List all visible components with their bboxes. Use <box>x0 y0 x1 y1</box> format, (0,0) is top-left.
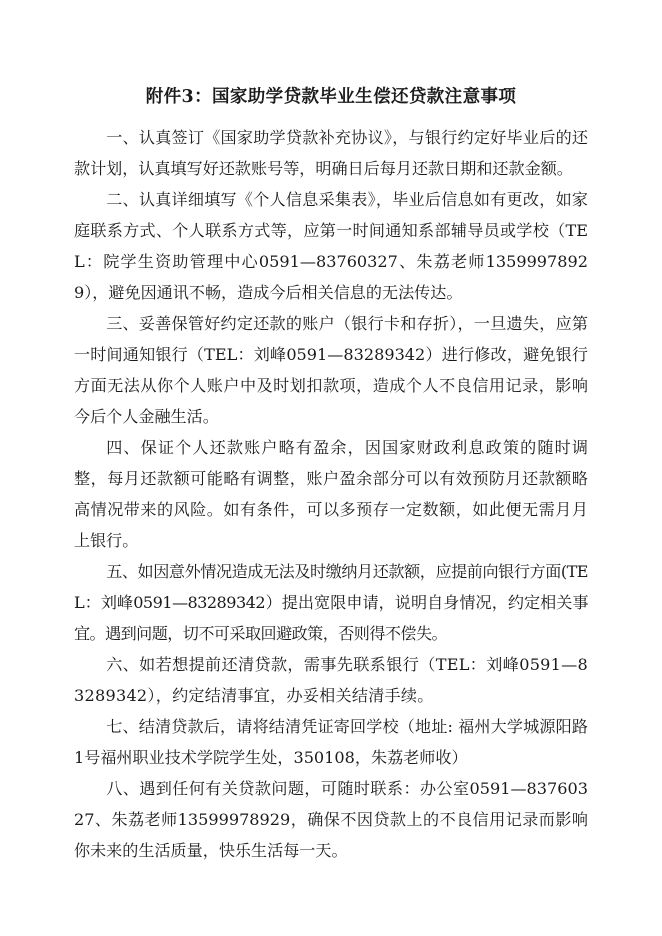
document-body <box>74 82 588 866</box>
paragraph-item-3: 三、妥善保管好约定还款的账户（银行卡和存折），一旦遗失，应第一时间通知银行（TEL：刘峰0591—83289342）进行修改，避免银行方面无法从你个人账户中及时划扣款项，造成个人不良信用记录，影响今后个人金融生活。 <box>74 314 588 426</box>
paragraph-item-2: 二、认真详细填写《个人信息采集表》，毕业后信息如有更改，如家庭联系方式、个人联系方式等，应第一时间通知系部辅导员或学校（TEL：院学生资助管理中心0591—83760327、朱荔老师13599978929），避免因通讯不畅，造成今后相关信息的无法传达。 <box>74 190 588 302</box>
page-title: 附件3：国家助学贷款毕业生偿还贷款注意事项 <box>145 87 517 107</box>
paragraph-item-6: 六、如若想提前还清贷款，需事先联系银行（TEL：刘峰0591—83289342），约定结清事宜，办妥相关结清手续。 <box>74 655 588 705</box>
paragraph-item-4: 四、保证个人还款账户略有盈余，因国家财政利息政策的随时调整，每月还款额可能略有调整，账户盈余部分可以有效预防月还款额略高情况带来的风险。如有条件，可以多预存一定数额，如此便无需月月上银行。 <box>74 438 588 550</box>
paragraph-item-8: 八、遇到任何有关贷款问题，可随时联系：办公室0591—83760327、朱荔老师13599978929，确保不因贷款上的不良信用记录而影响你未来的生活质量，快乐生活每一天。 <box>74 779 588 860</box>
paragraph-item-1: 一、认真签订《国家助学贷款补充协议》，与银行约定好毕业后的还款计划，认真填写好还款账号等，明确日后每月还款日期和还款金额。 <box>74 128 588 178</box>
paragraph-item-5: 五、如因意外情况造成无法及时缴纳月还款额，应提前向银行方面(TEL：刘峰0591—83289342）提出宽限申请，说明自身情况，约定相关事宜。遇到问题，切不可采取回避政策，否则得不偿失。 <box>74 562 588 643</box>
paragraph-item-7: 七、结清贷款后，请将结清凭证寄回学校（地址: 福州大学城源阳路1号福州职业技术学院学生处，350108，朱荔老师收） <box>74 717 588 767</box>
